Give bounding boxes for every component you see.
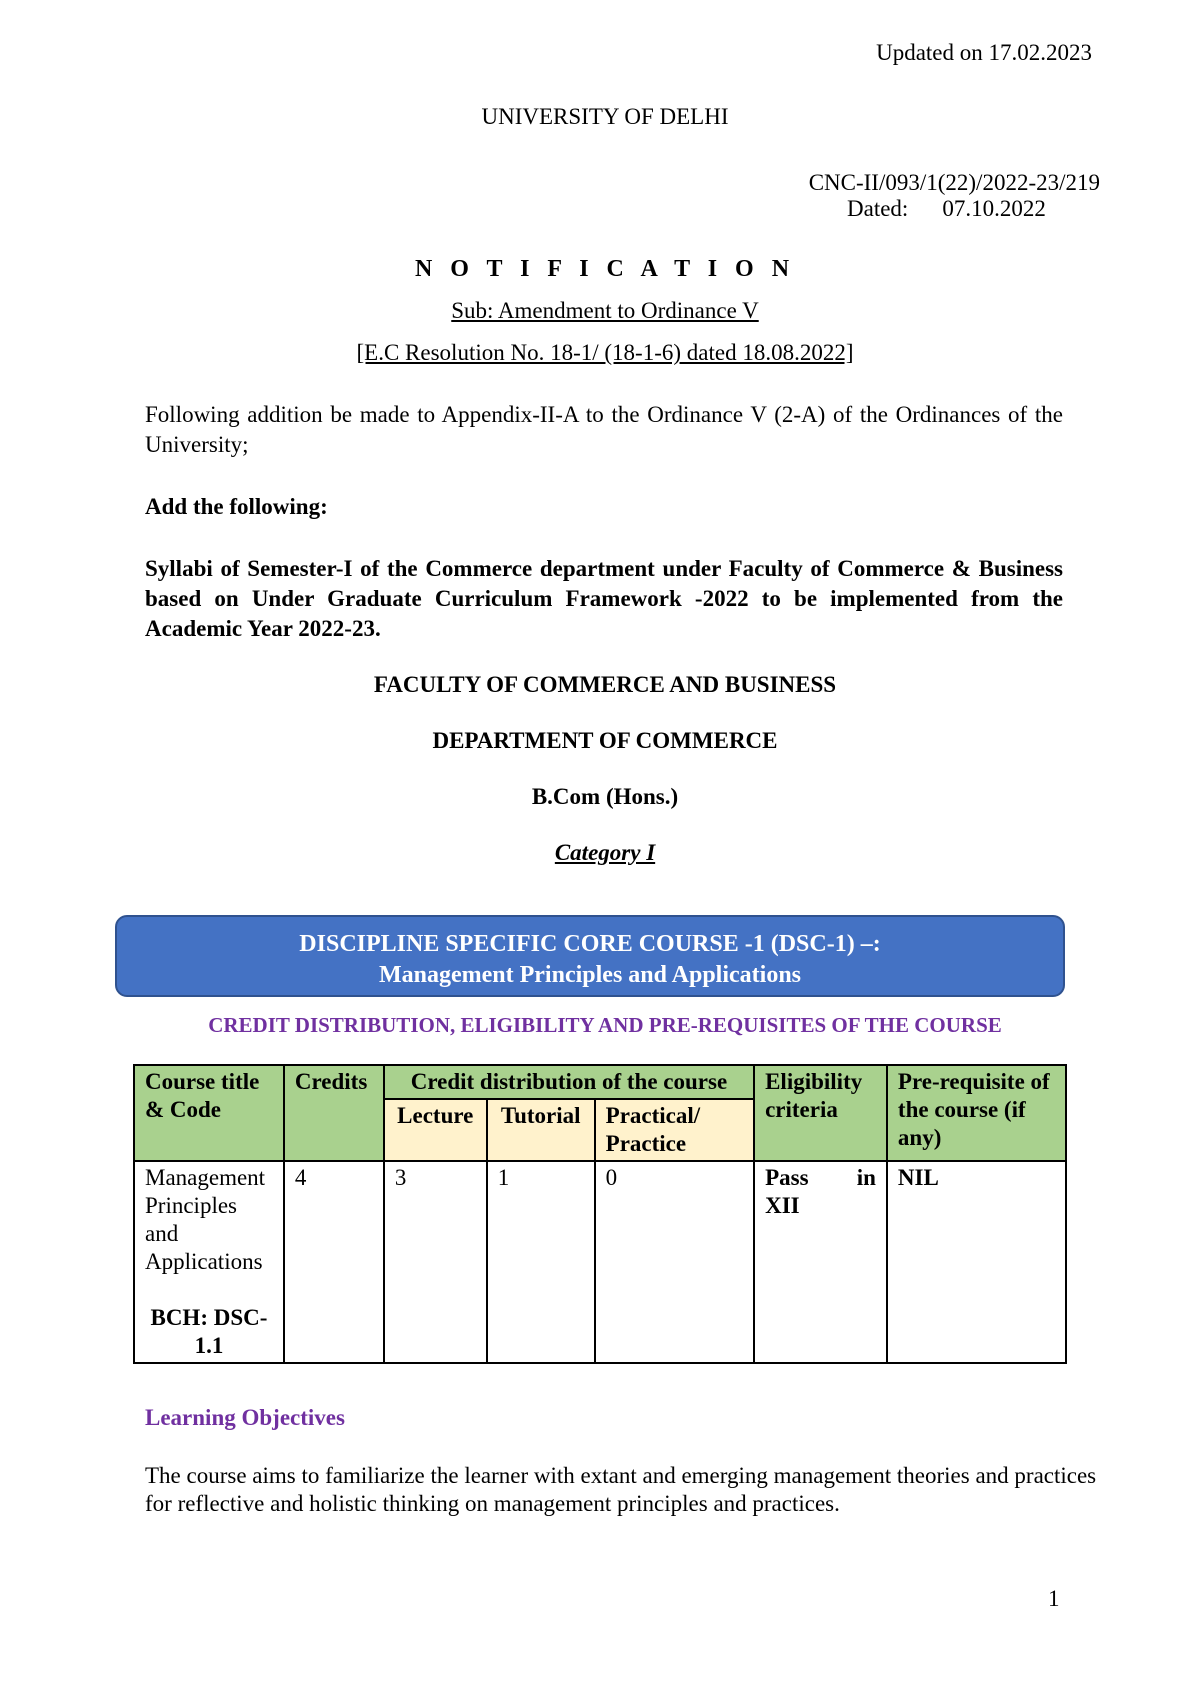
body-paragraph-syllabi: Syllabi of Semester-I of the Commerce department under Faculty of Commerce & Business based on Under Graduate Curriculum Framework -2022 to be implemented from the Academic Year 2022-23. <box>145 556 1063 641</box>
cell-course-title <box>134 1161 284 1363</box>
dated-row <box>847 196 1100 222</box>
course-code: BCH: DSC-1.1 <box>150 1305 268 1358</box>
course-name: Management Principles and Applications <box>145 1165 266 1274</box>
header-tutorial: Tutorial <box>487 1099 595 1161</box>
university-name: UNIVERSITY OF DELHI <box>481 104 729 129</box>
notification-title: N O T I F I C A T I O N <box>414 256 796 282</box>
learning-objectives-heading: Learning Objectives <box>145 1405 345 1430</box>
course-banner-subtitle: Management Principles and Applications <box>378 962 802 988</box>
header-course-title: Course title & Code <box>134 1065 284 1161</box>
reference-number: CNC-II/093/1(22)/2022-23/219 <box>808 170 1100 195</box>
dated-value: 07.10.2022 <box>942 196 1046 221</box>
header-practical: Practical/ Practice <box>595 1099 754 1161</box>
page-number: 1 <box>1048 1586 1060 1611</box>
credit-distribution-heading: CREDIT DISTRIBUTION, ELIGIBILITY AND PRE-REQUISITES OF THE COURSE <box>208 1013 1002 1037</box>
body-paragraph-addition: Following addition be made to Appendix-II-A to the Ordinance V (2-A) of the Ordinances of the University; <box>145 402 1063 457</box>
cell-eligibility <box>754 1161 887 1363</box>
cell-prerequisite: NIL <box>887 1161 1066 1363</box>
faculty-heading: FACULTY OF COMMERCE AND BUSINESS <box>373 672 837 697</box>
eligibility-word-pass: Pass <box>765 1165 809 1190</box>
updated-date: Updated on 17.02.2023 <box>876 40 1092 65</box>
notification-subject: Sub: Amendment to Ordinance V <box>451 298 759 323</box>
table-row <box>134 1161 1066 1363</box>
credit-distribution-table <box>133 1064 1067 1364</box>
header-credit-distribution: Credit distribution of the course <box>384 1065 754 1099</box>
course-banner-title: DISCIPLINE SPECIFIC CORE COURSE -1 (DSC-1) –: <box>299 931 881 957</box>
cell-credits: 4 <box>284 1161 384 1363</box>
reference-block <box>700 170 1100 222</box>
eligibility-word-xii: XII <box>765 1193 800 1218</box>
category-heading: Category I <box>554 840 656 865</box>
header-eligibility: Eligibility criteria <box>754 1065 887 1161</box>
learning-objectives-text: The course aims to familiarize the learner with extant and emerging management theories and practices for reflective and holistic thinking on management principles and practices. <box>145 1463 1097 1516</box>
department-heading: DEPARTMENT OF COMMERCE <box>432 728 778 753</box>
resolution-reference: [E.C Resolution No. 18-1/ (18-1-6) dated 18.08.2022] <box>356 340 854 365</box>
programme-heading: B.Com (Hons.) <box>531 784 679 809</box>
header-credits: Credits <box>284 1065 384 1161</box>
cell-lecture: 3 <box>384 1161 487 1363</box>
body-paragraph-add-following: Add the following: <box>145 494 328 519</box>
dated-label: Dated: <box>847 196 909 221</box>
header-lecture: Lecture <box>384 1099 487 1161</box>
eligibility-word-in: in <box>856 1165 876 1190</box>
course-banner <box>115 915 1065 997</box>
header-prerequisite: Pre-requisite of the course (if any) <box>887 1065 1066 1161</box>
cell-tutorial: 1 <box>487 1161 595 1363</box>
cell-practical: 0 <box>595 1161 754 1363</box>
table-header-row <box>134 1065 1066 1099</box>
